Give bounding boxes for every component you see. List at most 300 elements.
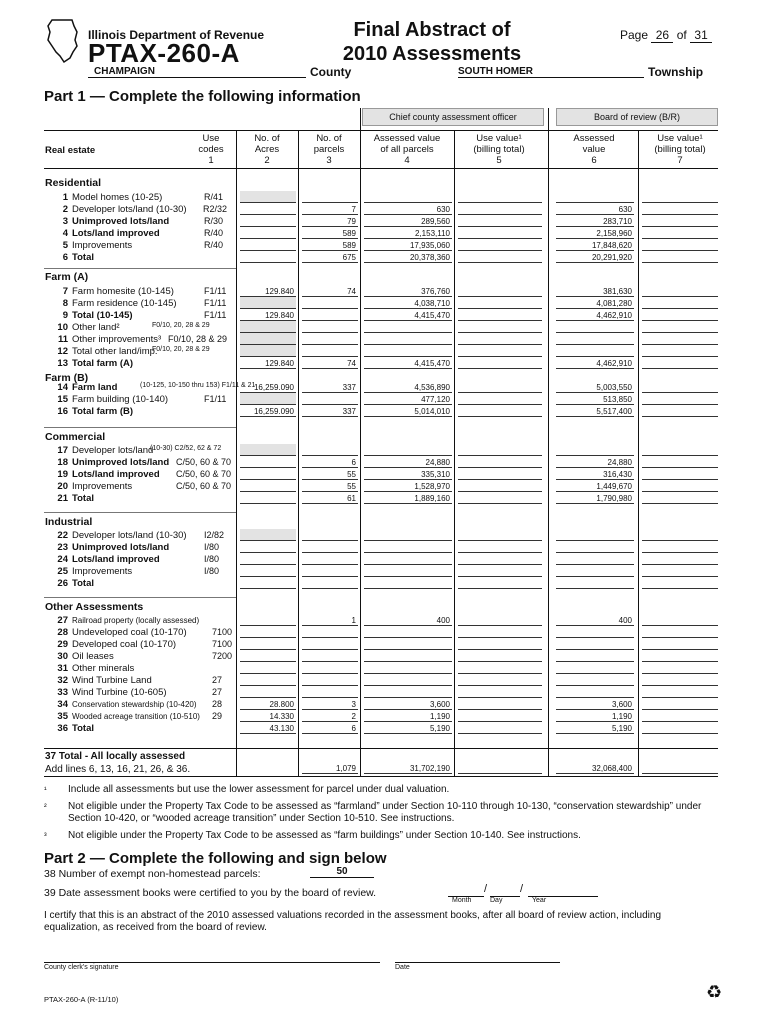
cell-br-av[interactable]: 316,430 bbox=[556, 470, 634, 480]
cell-parcels[interactable] bbox=[302, 664, 358, 674]
total37-br-use-value[interactable] bbox=[642, 764, 718, 774]
cell-acres[interactable] bbox=[240, 640, 296, 650]
cell-parcels[interactable]: 74 bbox=[302, 359, 358, 369]
cell-av[interactable] bbox=[364, 555, 452, 565]
cell-uv[interactable] bbox=[458, 555, 542, 565]
cell-av[interactable]: 24,880 bbox=[364, 458, 452, 468]
cell-br-uv[interactable] bbox=[642, 664, 718, 674]
cell-av[interactable]: 5,014,010 bbox=[364, 407, 452, 417]
cell-br-av[interactable]: 381,630 bbox=[556, 287, 634, 297]
row-label bbox=[54, 687, 167, 698]
cell-av[interactable] bbox=[364, 323, 452, 333]
cell-br-uv[interactable] bbox=[642, 543, 718, 553]
cell-uv[interactable] bbox=[458, 299, 542, 309]
cell-uv[interactable] bbox=[458, 347, 542, 357]
cell-br-av[interactable]: 1,790,980 bbox=[556, 494, 634, 504]
cell-br-uv[interactable] bbox=[642, 347, 718, 357]
cell-uv[interactable] bbox=[458, 446, 542, 456]
row-label bbox=[54, 286, 174, 297]
total37-use-value[interactable] bbox=[458, 764, 542, 774]
cell-parcels[interactable]: 61 bbox=[302, 494, 358, 504]
total37-br-assessed-value[interactable]: 32,068,400 bbox=[556, 764, 634, 774]
cell-parcels[interactable] bbox=[302, 531, 358, 541]
cell-uv[interactable] bbox=[458, 287, 542, 297]
cell-av[interactable]: 4,415,470 bbox=[364, 311, 452, 321]
signature-field[interactable] bbox=[44, 952, 380, 963]
cell-br-uv[interactable] bbox=[642, 395, 718, 405]
row-number: 25 bbox=[57, 566, 68, 577]
cell-br-av[interactable]: 4,462,910 bbox=[556, 311, 634, 321]
cell-br-av[interactable] bbox=[556, 335, 634, 345]
cell-br-uv[interactable] bbox=[642, 494, 718, 504]
cell-uv[interactable] bbox=[458, 335, 542, 345]
row-label bbox=[54, 651, 114, 662]
cell-acres[interactable] bbox=[240, 688, 296, 698]
county-field[interactable]: CHAMPAIGN bbox=[88, 66, 306, 78]
cell-br-uv[interactable] bbox=[642, 688, 718, 698]
cell-br-uv[interactable] bbox=[642, 724, 718, 734]
cell-parcels[interactable] bbox=[302, 335, 358, 345]
cell-parcels[interactable]: 55 bbox=[302, 482, 358, 492]
cell-acres[interactable] bbox=[240, 652, 296, 662]
cell-acres[interactable] bbox=[240, 664, 296, 674]
cell-av[interactable] bbox=[364, 579, 452, 589]
cell-av[interactable]: 1,528,970 bbox=[364, 482, 452, 492]
cell-acres[interactable]: 28.800 bbox=[240, 700, 296, 710]
cell-acres[interactable]: 16,259.090 bbox=[240, 407, 296, 417]
page-total[interactable]: 31 bbox=[690, 28, 712, 43]
cell-acres[interactable]: 16,259.090 bbox=[240, 383, 296, 393]
row-label bbox=[54, 445, 153, 456]
cell-parcels[interactable] bbox=[302, 652, 358, 662]
cell-parcels[interactable] bbox=[302, 395, 358, 405]
row-text: Improvements bbox=[72, 481, 133, 492]
form-title bbox=[322, 18, 542, 66]
cell-uv[interactable] bbox=[458, 724, 542, 734]
cell-br-uv[interactable] bbox=[642, 531, 718, 541]
total37-assessed-value[interactable]: 31,702,190 bbox=[364, 764, 452, 774]
cell-br-uv[interactable] bbox=[642, 229, 718, 239]
cell-uv[interactable] bbox=[458, 579, 542, 589]
cell-uv[interactable] bbox=[458, 193, 542, 203]
cell-uv[interactable] bbox=[458, 482, 542, 492]
cell-acres[interactable] bbox=[240, 323, 296, 333]
row-use-code: F0/10, 28 & 29 bbox=[168, 334, 228, 344]
cell-uv[interactable] bbox=[458, 407, 542, 417]
cell-acres[interactable] bbox=[240, 567, 296, 577]
cell-av[interactable] bbox=[364, 628, 452, 638]
cell-parcels[interactable]: 1 bbox=[302, 616, 358, 626]
row-text: Other minerals bbox=[72, 663, 135, 674]
cell-br-av[interactable]: 283,710 bbox=[556, 217, 634, 227]
row-label bbox=[54, 228, 160, 239]
cell-uv[interactable] bbox=[458, 700, 542, 710]
cell-parcels[interactable] bbox=[302, 347, 358, 357]
cell-br-uv[interactable] bbox=[642, 335, 718, 345]
row-label bbox=[54, 310, 133, 321]
row-label bbox=[54, 699, 197, 710]
row-text: Unimproved lots/land bbox=[72, 542, 170, 553]
township-field[interactable]: SOUTH HOMER bbox=[458, 66, 644, 78]
cell-parcels[interactable]: 337 bbox=[302, 383, 358, 393]
cell-uv[interactable] bbox=[458, 616, 542, 626]
certification-text: I certify that this is an abstract of the 2010 assessed valuations recorded in the assessment books, after all board of review action, including equalization, as received from the board of review. bbox=[44, 910, 662, 933]
row-label bbox=[54, 334, 161, 345]
cell-uv[interactable] bbox=[458, 395, 542, 405]
cell-av[interactable] bbox=[364, 676, 452, 686]
sep-residential bbox=[44, 268, 236, 269]
cell-parcels[interactable] bbox=[302, 555, 358, 565]
cell-parcels[interactable] bbox=[302, 567, 358, 577]
cell-av[interactable] bbox=[364, 688, 452, 698]
cell-uv[interactable] bbox=[458, 229, 542, 239]
cell-br-av[interactable]: 17,848,620 bbox=[556, 241, 634, 251]
cell-uv[interactable] bbox=[458, 676, 542, 686]
col-br-use-value: Use value¹ (billing total) 7 bbox=[654, 133, 706, 166]
cell-br-uv[interactable] bbox=[642, 700, 718, 710]
cell-av[interactable]: 5,190 bbox=[364, 724, 452, 734]
cell-br-uv[interactable] bbox=[642, 407, 718, 417]
cell-uv[interactable] bbox=[458, 311, 542, 321]
cell-br-av[interactable]: 5,190 bbox=[556, 724, 634, 734]
cell-uv[interactable] bbox=[458, 664, 542, 674]
col-br-assessed-value: Assessed value 6 bbox=[573, 133, 615, 166]
cell-br-av[interactable]: 2,158,960 bbox=[556, 229, 634, 239]
cell-parcels[interactable] bbox=[302, 676, 358, 686]
cell-br-uv[interactable] bbox=[642, 470, 718, 480]
cell-parcels[interactable]: 3 bbox=[302, 700, 358, 710]
cell-acres[interactable] bbox=[240, 579, 296, 589]
cell-av[interactable]: 1,889,160 bbox=[364, 494, 452, 504]
row-label bbox=[54, 240, 132, 251]
cell-br-av[interactable] bbox=[556, 688, 634, 698]
cell-br-uv[interactable] bbox=[642, 652, 718, 662]
cell-av[interactable]: 3,600 bbox=[364, 700, 452, 710]
cell-av[interactable]: 4,038,710 bbox=[364, 299, 452, 309]
cell-av[interactable] bbox=[364, 543, 452, 553]
q38-field[interactable]: 50 bbox=[310, 866, 374, 878]
cell-br-uv[interactable] bbox=[642, 555, 718, 565]
row-number: 27 bbox=[57, 615, 68, 626]
illinois-outline-icon bbox=[44, 18, 82, 64]
cell-br-av[interactable]: 630 bbox=[556, 205, 634, 215]
row-number: 22 bbox=[57, 530, 68, 541]
cell-av[interactable]: 477,120 bbox=[364, 395, 452, 405]
cell-uv[interactable] bbox=[458, 531, 542, 541]
row-label bbox=[54, 358, 133, 369]
total37-parcels[interactable]: 1,079 bbox=[302, 764, 358, 774]
cell-av[interactable]: 376,760 bbox=[364, 287, 452, 297]
cell-av[interactable] bbox=[364, 567, 452, 577]
header-top-rule bbox=[44, 130, 718, 131]
cell-br-uv[interactable] bbox=[642, 217, 718, 227]
cell-br-uv[interactable] bbox=[642, 205, 718, 215]
cell-br-uv[interactable] bbox=[642, 482, 718, 492]
cell-av[interactable] bbox=[364, 531, 452, 541]
row-label bbox=[54, 322, 120, 333]
cell-acres[interactable] bbox=[240, 241, 296, 251]
cell-acres[interactable]: 129.840 bbox=[240, 287, 296, 297]
cell-parcels[interactable] bbox=[302, 579, 358, 589]
row-label bbox=[54, 566, 132, 577]
cell-av[interactable]: 20,378,360 bbox=[364, 253, 452, 263]
cell-acres[interactable] bbox=[240, 299, 296, 309]
cell-br-av[interactable]: 5,003,550 bbox=[556, 383, 634, 393]
cell-acres[interactable] bbox=[240, 482, 296, 492]
cell-br-av[interactable]: 20,291,920 bbox=[556, 253, 634, 263]
cell-parcels[interactable] bbox=[302, 628, 358, 638]
row-label bbox=[54, 394, 168, 405]
cell-acres[interactable] bbox=[240, 616, 296, 626]
cell-br-uv[interactable] bbox=[642, 640, 718, 650]
cell-parcels[interactable] bbox=[302, 193, 358, 203]
cell-parcels[interactable]: 337 bbox=[302, 407, 358, 417]
cell-br-av[interactable]: 3,600 bbox=[556, 700, 634, 710]
row-label bbox=[54, 493, 94, 504]
cell-parcels[interactable] bbox=[302, 640, 358, 650]
row-label bbox=[54, 481, 132, 492]
cell-acres[interactable] bbox=[240, 335, 296, 345]
cell-br-av[interactable]: 1,449,670 bbox=[556, 482, 634, 492]
row-use-code: 28 bbox=[212, 699, 223, 709]
cell-br-av[interactable] bbox=[556, 555, 634, 565]
cell-av[interactable]: 400 bbox=[364, 616, 452, 626]
cell-uv[interactable] bbox=[458, 253, 542, 263]
row-number: 28 bbox=[57, 627, 68, 638]
cell-uv[interactable] bbox=[458, 217, 542, 227]
cell-parcels[interactable]: 55 bbox=[302, 470, 358, 480]
cell-parcels[interactable]: 6 bbox=[302, 724, 358, 734]
cell-av[interactable] bbox=[364, 347, 452, 357]
cell-br-av[interactable] bbox=[556, 628, 634, 638]
cell-parcels[interactable]: 79 bbox=[302, 217, 358, 227]
cell-parcels[interactable]: 7 bbox=[302, 205, 358, 215]
cell-av[interactable] bbox=[364, 652, 452, 662]
cell-acres[interactable] bbox=[240, 347, 296, 357]
cell-av[interactable]: 1,190 bbox=[364, 712, 452, 722]
row-text: Conservation stewardship (10-420) bbox=[72, 700, 197, 709]
cell-br-av[interactable]: 5,517,400 bbox=[556, 407, 634, 417]
section-industrial: Industrial bbox=[45, 516, 93, 528]
cell-br-uv[interactable] bbox=[642, 241, 718, 251]
cell-acres[interactable] bbox=[240, 470, 296, 480]
cell-parcels[interactable]: 589 bbox=[302, 229, 358, 239]
cell-parcels[interactable]: 6 bbox=[302, 458, 358, 468]
cell-acres[interactable] bbox=[240, 531, 296, 541]
cell-br-uv[interactable] bbox=[642, 287, 718, 297]
cell-acres[interactable]: 14.330 bbox=[240, 712, 296, 722]
cell-br-av[interactable]: 400 bbox=[556, 616, 634, 626]
cell-acres[interactable] bbox=[240, 217, 296, 227]
cell-av[interactable]: 630 bbox=[364, 205, 452, 215]
cell-br-uv[interactable] bbox=[642, 193, 718, 203]
cell-av[interactable] bbox=[364, 335, 452, 345]
cell-parcels[interactable] bbox=[302, 299, 358, 309]
cell-br-av[interactable]: 24,880 bbox=[556, 458, 634, 468]
cell-uv[interactable] bbox=[458, 688, 542, 698]
total37-label: 37 Total - All locally assessed bbox=[45, 751, 186, 762]
cell-acres[interactable]: 43.130 bbox=[240, 724, 296, 734]
row-number: 4 bbox=[62, 228, 68, 239]
row-number: 5 bbox=[62, 240, 68, 251]
cell-br-av[interactable]: 4,081,280 bbox=[556, 299, 634, 309]
row-number: 10 bbox=[57, 322, 68, 333]
cell-acres[interactable] bbox=[240, 395, 296, 405]
cell-acres[interactable] bbox=[240, 458, 296, 468]
row-number: 20 bbox=[57, 481, 68, 492]
cell-br-uv[interactable] bbox=[642, 253, 718, 263]
cell-acres[interactable] bbox=[240, 253, 296, 263]
cell-br-uv[interactable] bbox=[642, 458, 718, 468]
cell-br-uv[interactable] bbox=[642, 299, 718, 309]
col-rule-5 bbox=[548, 108, 549, 776]
cell-uv[interactable] bbox=[458, 712, 542, 722]
cell-uv[interactable] bbox=[458, 205, 542, 215]
row-use-code: F1/11 bbox=[204, 286, 227, 296]
col-rule-6 bbox=[638, 130, 639, 776]
row-text: Farm homesite (10-145) bbox=[72, 286, 174, 297]
footnote-3: ³ Not eligible under the Property Tax Code to be assessed as “farm buildings” under Section 10-140. See instructions. bbox=[44, 830, 581, 841]
row-use-code: F0/10, 20, 28 & 29 bbox=[152, 346, 210, 353]
row-use-code: R/40 bbox=[204, 228, 224, 238]
row-use-code: I/80 bbox=[204, 554, 220, 564]
row-use-code: F0/10, 20, 28 & 29 bbox=[152, 322, 210, 329]
cell-br-av[interactable] bbox=[556, 640, 634, 650]
cell-acres[interactable] bbox=[240, 193, 296, 203]
cell-av[interactable] bbox=[364, 640, 452, 650]
signature-date-field[interactable] bbox=[395, 944, 560, 963]
cell-br-av[interactable]: 1,190 bbox=[556, 712, 634, 722]
cell-br-av[interactable] bbox=[556, 579, 634, 589]
cell-acres[interactable] bbox=[240, 446, 296, 456]
cell-acres[interactable] bbox=[240, 229, 296, 239]
cell-acres[interactable] bbox=[240, 628, 296, 638]
q39-date-field[interactable]: / / Month Day Year bbox=[448, 886, 608, 906]
cell-parcels[interactable] bbox=[302, 543, 358, 553]
cell-uv[interactable] bbox=[458, 652, 542, 662]
cell-uv[interactable] bbox=[458, 458, 542, 468]
cell-parcels[interactable] bbox=[302, 446, 358, 456]
cell-br-uv[interactable] bbox=[642, 311, 718, 321]
row-number: 35 bbox=[57, 711, 68, 722]
cell-parcels[interactable] bbox=[302, 688, 358, 698]
cell-uv[interactable] bbox=[458, 640, 542, 650]
row-label bbox=[54, 615, 199, 626]
cell-br-av[interactable] bbox=[556, 347, 634, 357]
col-use-codes: Use codes 1 bbox=[198, 133, 224, 166]
location-line bbox=[88, 66, 718, 82]
cell-parcels[interactable]: 675 bbox=[302, 253, 358, 263]
col-assessed-value: Assessed value of all parcels 4 bbox=[373, 133, 441, 166]
cell-av[interactable] bbox=[364, 193, 452, 203]
cell-parcels[interactable]: 2 bbox=[302, 712, 358, 722]
row-text: Other improvements³ bbox=[72, 334, 162, 345]
cell-br-av[interactable] bbox=[556, 446, 634, 456]
col-use-value: Use value¹ (billing total) 5 bbox=[473, 133, 525, 166]
cell-av[interactable]: 2,153,110 bbox=[364, 229, 452, 239]
cell-av[interactable]: 289,560 bbox=[364, 217, 452, 227]
section-other-assessments: Other Assessments bbox=[45, 601, 144, 613]
cell-br-uv[interactable] bbox=[642, 616, 718, 626]
cell-uv[interactable] bbox=[458, 628, 542, 638]
row-number: 29 bbox=[57, 639, 68, 650]
cell-br-uv[interactable] bbox=[642, 712, 718, 722]
cell-parcels[interactable] bbox=[302, 311, 358, 321]
row-text: Improvements bbox=[72, 566, 133, 577]
cell-br-av[interactable]: 4,462,910 bbox=[556, 359, 634, 369]
cell-av[interactable]: 4,536,890 bbox=[364, 383, 452, 393]
cell-acres[interactable] bbox=[240, 494, 296, 504]
page-of: of bbox=[676, 28, 687, 42]
cell-av[interactable] bbox=[364, 446, 452, 456]
cell-acres[interactable] bbox=[240, 543, 296, 553]
cell-br-av[interactable] bbox=[556, 676, 634, 686]
cell-br-av[interactable] bbox=[556, 543, 634, 553]
group-chief-officer: Chief county assessment officer bbox=[362, 108, 544, 126]
cell-br-uv[interactable] bbox=[642, 323, 718, 333]
cell-uv[interactable] bbox=[458, 567, 542, 577]
cell-parcels[interactable] bbox=[302, 323, 358, 333]
cell-br-av[interactable] bbox=[556, 193, 634, 203]
page-label: Page bbox=[620, 28, 649, 42]
cell-br-uv[interactable] bbox=[642, 579, 718, 589]
row-number: 16 bbox=[57, 406, 68, 417]
date-month-label: Month bbox=[452, 897, 472, 904]
cell-uv[interactable] bbox=[458, 241, 542, 251]
cell-uv[interactable] bbox=[458, 323, 542, 333]
page-number[interactable]: 26 bbox=[651, 28, 673, 43]
row-label bbox=[54, 204, 187, 215]
cell-uv[interactable] bbox=[458, 470, 542, 480]
cell-br-uv[interactable] bbox=[642, 567, 718, 577]
cell-uv[interactable] bbox=[458, 359, 542, 369]
cell-acres[interactable] bbox=[240, 205, 296, 215]
cell-br-av[interactable] bbox=[556, 531, 634, 541]
section-farm-b: Farm (B) bbox=[45, 372, 89, 384]
cell-acres[interactable]: 129.840 bbox=[240, 311, 296, 321]
cell-uv[interactable] bbox=[458, 543, 542, 553]
col-real-estate: Real estate bbox=[45, 145, 96, 156]
cell-br-uv[interactable] bbox=[642, 628, 718, 638]
cell-av[interactable]: 4,415,470 bbox=[364, 359, 452, 369]
cell-parcels[interactable]: 74 bbox=[302, 287, 358, 297]
cell-br-uv[interactable] bbox=[642, 676, 718, 686]
row-number: 34 bbox=[57, 699, 68, 710]
cell-acres[interactable] bbox=[240, 555, 296, 565]
cell-uv[interactable] bbox=[458, 383, 542, 393]
cell-av[interactable]: 335,310 bbox=[364, 470, 452, 480]
row-number: 15 bbox=[57, 394, 68, 405]
cell-br-uv[interactable] bbox=[642, 359, 718, 369]
cell-br-av[interactable] bbox=[556, 323, 634, 333]
cell-acres[interactable]: 129.840 bbox=[240, 359, 296, 369]
cell-parcels[interactable]: 589 bbox=[302, 241, 358, 251]
cell-uv[interactable] bbox=[458, 494, 542, 504]
cell-acres[interactable] bbox=[240, 676, 296, 686]
row-text: Wind Turbine (10-605) bbox=[72, 687, 167, 698]
cell-av[interactable] bbox=[364, 664, 452, 674]
row-use-code: I/80 bbox=[204, 566, 220, 576]
cell-br-uv[interactable] bbox=[642, 383, 718, 393]
row-label bbox=[54, 542, 169, 553]
row-use-code: F1/11 bbox=[204, 298, 227, 308]
cell-br-av[interactable] bbox=[556, 567, 634, 577]
cell-br-uv[interactable] bbox=[642, 446, 718, 456]
cell-av[interactable]: 17,935,060 bbox=[364, 241, 452, 251]
cell-br-av[interactable]: 513,850 bbox=[556, 395, 634, 405]
cell-br-av[interactable] bbox=[556, 652, 634, 662]
cell-br-av[interactable] bbox=[556, 664, 634, 674]
